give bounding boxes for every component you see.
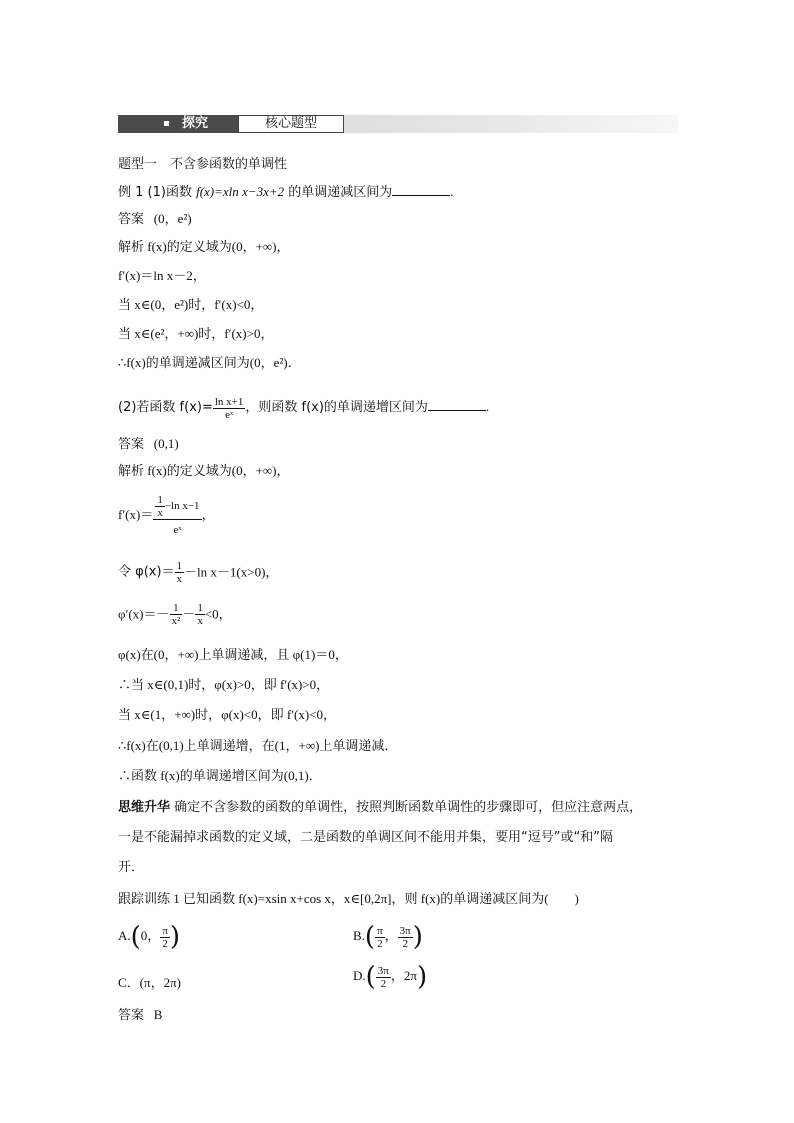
insight-line-3: 开．: [118, 860, 145, 875]
analysis2-line-8: ∴f(x)在(0,1)上单调递增，在(1，+∞)上单调递减．: [118, 738, 398, 753]
insight-line-1: 思维升华 确定不含参数的函数的单调性，按照判断函数单调性的步骤即可，但应注意两点，: [118, 800, 643, 815]
answer-2: 答案 (0,1): [118, 436, 179, 452]
analysis-line-2: f′(x)＝ln x－2，: [118, 268, 206, 283]
analysis2-derivative: f′(x)＝ $\frac{1}{x}$ −ln x−1 eˣ ，: [118, 494, 215, 536]
header-tag-text: 探究: [182, 116, 209, 131]
analysis-line-1: 解析 f(x)的定义域为(0，+∞)，: [118, 239, 290, 255]
practice-answer: 答案 B: [118, 1007, 163, 1023]
analysis2-phi-derivative: φ′(x)＝－ $\frac{1}{\text{x²}}$ － $\frac{1}{x}$ <0，: [118, 602, 232, 627]
answer-1: 答案 (0，e²): [118, 211, 192, 227]
option-b[interactable]: B.( $\frac{\pi}{2}$ ， $\frac{3\pi}{2}$ ): [353, 922, 423, 952]
analysis2-line-6: ∴当 x∈(0,1)时，φ(x)>0，即 f′(x)>0，: [118, 677, 330, 692]
analysis-line-4: 当 x∈(e²，+∞)时，f′(x)>0，: [118, 326, 274, 341]
option-c[interactable]: C．(π，2π): [118, 975, 181, 990]
derivative-fraction: $\frac{1}{x}$ −ln x−1 eˣ: [153, 494, 201, 536]
answer-blank: [392, 185, 450, 196]
header-title: 核心题型: [238, 115, 344, 133]
analysis2-line-7: 当 x∈(1，+∞)时，φ(x)<0，即 f′(x)<0，: [118, 707, 337, 722]
analysis2-line-5: φ(x)在(0，+∞)上单调递减，且 φ(1)＝0，: [118, 647, 348, 662]
example1-q2: (2)若函数 f(x)= $\frac{\text{ln x+1}}{\text{eˣ}}$ ，则函数 f(x)的单调递增区间为 .: [118, 395, 490, 421]
practice-stem: 跟踪训练 1 已知函数 f(x)=xsin x+cos x，x∈[0,2π]，则 f(x)的单调递减区间为( ): [118, 891, 579, 906]
header-tag: [118, 115, 238, 133]
analysis-line-5: ∴f(x)的单调递减区间为(0，e²)．: [118, 355, 301, 370]
insight-line-2: 一是不能漏掉求函数的定义域，二是函数的单调区间不能用并集，要用“逗号”或“和”隔: [118, 830, 613, 845]
square-bullet-icon: [164, 121, 169, 126]
analysis-line-3: 当 x∈(0，e²)时，f′(x)<0，: [118, 297, 264, 312]
option-a[interactable]: A.(0， $\frac{\pi}{2}$ ): [118, 922, 181, 952]
example1-q1: 例 1 (1)函数 f(x)=xln x−3x+2 的单调递减区间为 .: [118, 184, 454, 200]
section-header-band: [118, 115, 678, 133]
analysis2-line-9: ∴函数 f(x)的单调递增区间为(0,1)．: [118, 768, 322, 783]
insight-label: 思维升华: [118, 800, 171, 815]
option-d[interactable]: D.( $\frac{3\pi}{2}$ ，2π): [353, 962, 428, 992]
q2-fraction: $\frac{\text{ln x+1}}{\text{eˣ}}$: [214, 395, 244, 421]
analysis2-line-1: 解析 f(x)的定义域为(0，+∞)，: [118, 463, 290, 479]
answer-blank-2: [428, 400, 486, 411]
section-title: 题型一 不含参函数的单调性: [118, 157, 288, 172]
analysis2-phi-def: 令 φ(x)＝ $\frac{1}{x}$ －ln x－1(x>0)，: [118, 560, 279, 585]
